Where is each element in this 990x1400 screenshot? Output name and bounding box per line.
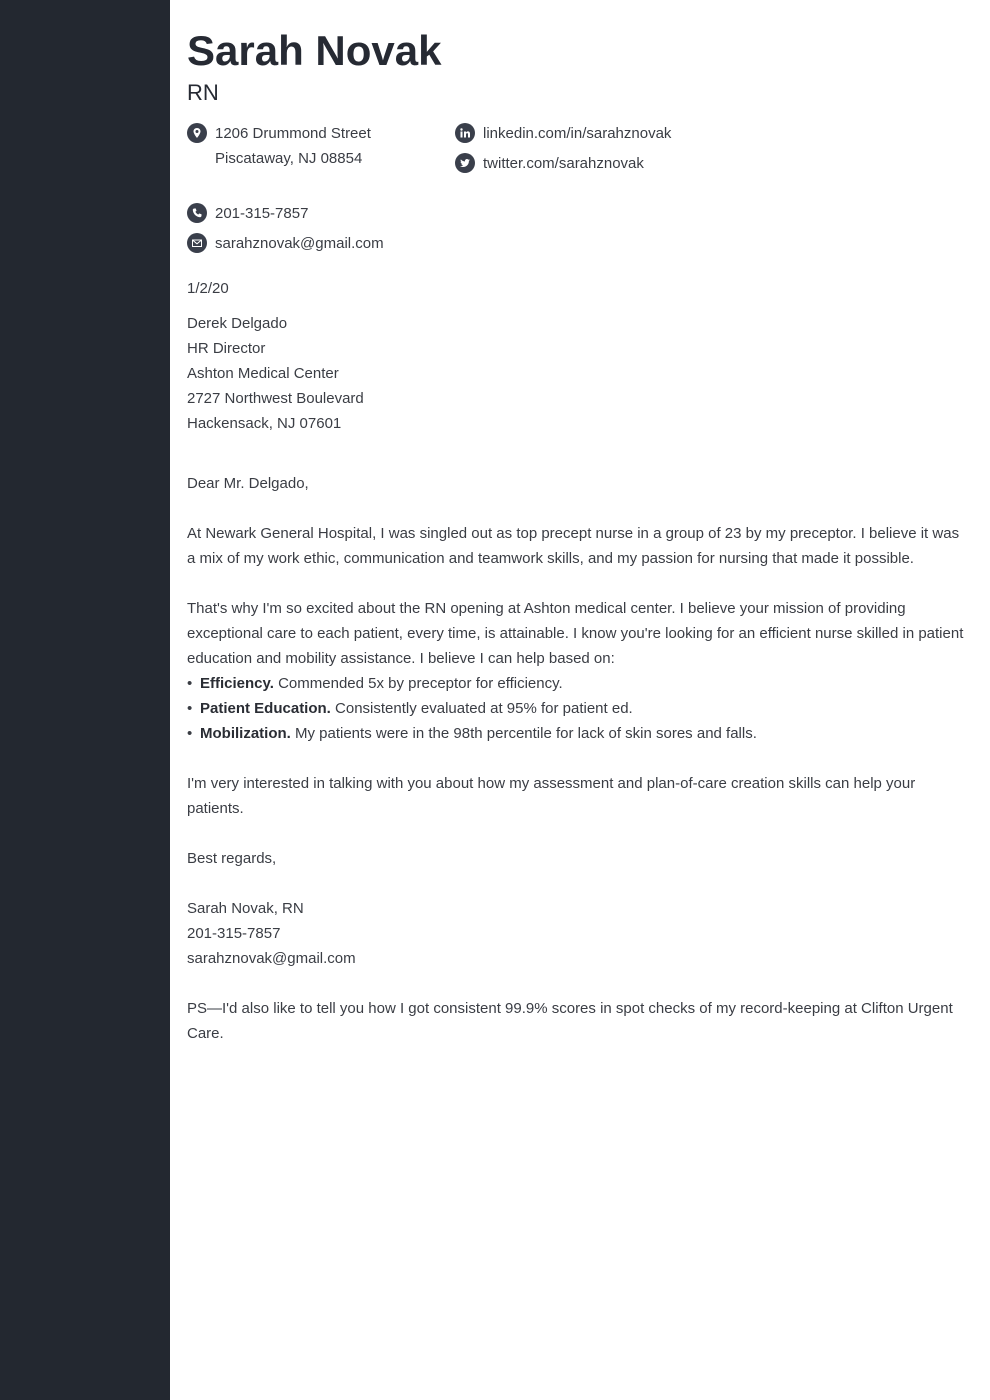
bullet-dot: • <box>187 700 193 717</box>
email-link[interactable]: sarahznovak@gmail.com <box>215 235 384 252</box>
paragraph-2-block <box>187 596 965 746</box>
recipient-title: HR Director <box>187 340 266 357</box>
bullet-text: Commended 5x by preceptor for efficiency. <box>273 675 563 692</box>
bullet-item <box>187 696 965 721</box>
letter-date: 1/2/20 <box>187 280 229 297</box>
linkedin-icon <box>455 123 475 143</box>
paragraph-1: At Newark General Hospital, I was singled out as top precept nurse in a group of 23 by my preceptor. I believe it was a mix of my work ethic, communication and teamwork skills, and my passion for nursing that made it possible. <box>187 525 960 567</box>
contact-twitter[interactable] <box>455 151 644 176</box>
twitter-link[interactable]: twitter.com/sarahznovak <box>483 155 644 172</box>
linkedin-link[interactable]: linkedin.com/in/sarahznovak <box>483 125 672 142</box>
signature-phone: 201-315-7857 <box>187 925 281 942</box>
recipient-street: 2727 Northwest Boulevard <box>187 390 364 407</box>
bullet-dot: • <box>187 725 193 742</box>
bullet-text: Consistently evaluated at 95% for patient ed. <box>330 700 633 717</box>
closing: Best regards, <box>187 850 277 867</box>
paragraph-2: That's why I'm so excited about the RN opening at Ashton medical center. I believe your mission of providing exceptional care to each patient, every time, is attainable. I know you're looking for an efficient nurse skilled in patient education and mobility assistance. I believe I can help based on: <box>187 600 964 667</box>
signature-block <box>187 896 965 971</box>
twitter-icon <box>455 153 475 173</box>
sidebar <box>0 0 170 1400</box>
applicant-title: RN <box>187 80 219 105</box>
phone-icon <box>187 203 207 223</box>
envelope-icon <box>187 233 207 253</box>
bullet-heading: Mobilization. <box>200 725 291 742</box>
phone-number: 201-315-7857 <box>215 205 309 222</box>
contact-address <box>187 121 371 171</box>
location-pin-icon <box>187 123 207 143</box>
salutation: Dear Mr. Delgado, <box>187 475 309 492</box>
contact-linkedin[interactable] <box>455 121 671 146</box>
recipient-name: Derek Delgado <box>187 315 288 332</box>
bullet-heading: Efficiency. <box>200 675 274 692</box>
recipient-company: Ashton Medical Center <box>187 365 339 382</box>
bullet-dot: • <box>187 675 193 692</box>
bullet-item <box>187 671 965 696</box>
paragraph-3: I'm very interested in talking with you about how my assessment and plan-of-care creation skills can help your patients. <box>187 775 916 817</box>
bullet-heading: Patient Education. <box>200 700 331 717</box>
contact-email[interactable] <box>187 231 384 256</box>
recipient-block <box>187 311 364 436</box>
signature-email: sarahznovak@gmail.com <box>187 950 356 967</box>
applicant-name: Sarah Novak <box>187 27 442 74</box>
signature-name: Sarah Novak, RN <box>187 900 304 917</box>
recipient-city: Hackensack, NJ 07601 <box>187 415 342 432</box>
postscript: PS—I'd also like to tell you how I got consistent 99.9% scores in spot checks of my record-keeping at Clifton Urgent Care. <box>187 1000 953 1042</box>
contact-phone <box>187 201 308 226</box>
address-line-2: Piscataway, NJ 08854 <box>215 150 363 167</box>
bullet-text: My patients were in the 98th percentile for lack of skin sores and falls. <box>290 725 757 742</box>
address-line-1: 1206 Drummond Street <box>215 125 371 142</box>
bullet-item <box>187 721 965 746</box>
